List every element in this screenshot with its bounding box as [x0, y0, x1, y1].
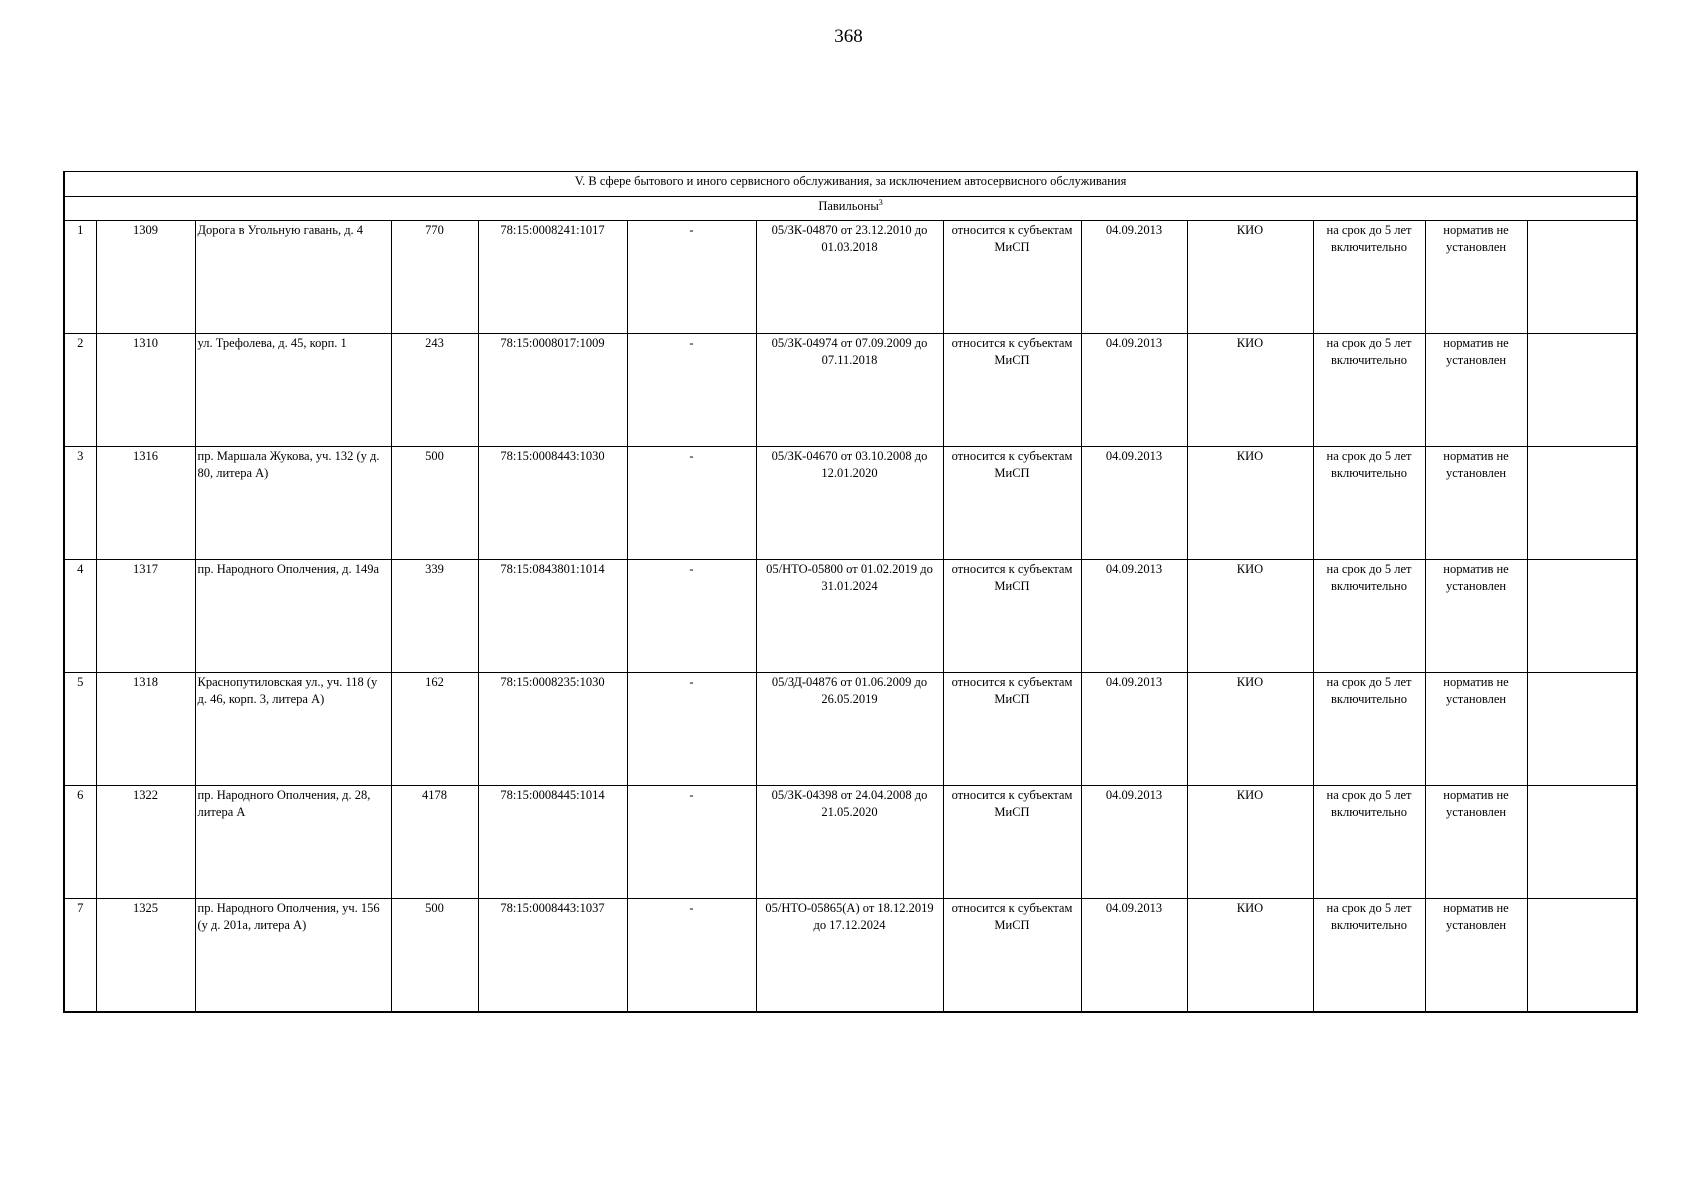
table-row — [64, 899, 1637, 1013]
date-cell: 04.09.2013 — [1081, 447, 1187, 560]
row-number-cell: 4 — [64, 560, 96, 673]
empty-cell — [1527, 447, 1637, 560]
dash-cell: - — [627, 560, 756, 673]
row-number-cell: 2 — [64, 334, 96, 447]
section-header-row — [64, 172, 1637, 197]
contract-cell: 05/ЗК-04398 от 24.04.2008 до 21.05.2020 — [756, 786, 943, 899]
address-cell: пр. Народного Ополчения, уч. 156 (у д. 201а, литера А) — [195, 899, 391, 1013]
cadastral-number-cell: 78:15:0008445:1014 — [478, 786, 627, 899]
area-cell: 339 — [391, 560, 478, 673]
empty-cell — [1527, 334, 1637, 447]
status-cell: относится к субъектам МиСП — [943, 899, 1081, 1013]
address-cell: Краснопутиловская ул., уч. 118 (у д. 46, корп. 3, литера А) — [195, 673, 391, 786]
cadastral-number-cell: 78:15:0008443:1030 — [478, 447, 627, 560]
area-cell: 4178 — [391, 786, 478, 899]
cadastral-number-cell: 78:15:0843801:1014 — [478, 560, 627, 673]
organization-cell: КИО — [1187, 673, 1313, 786]
page-number: 368 — [834, 26, 863, 47]
term-cell: на срок до 5 лет включительно — [1313, 447, 1425, 560]
empty-cell — [1527, 560, 1637, 673]
dash-cell: - — [627, 673, 756, 786]
norm-cell: норматив не установлен — [1425, 899, 1527, 1013]
status-cell: относится к субъектам МиСП — [943, 786, 1081, 899]
term-cell: на срок до 5 лет включительно — [1313, 221, 1425, 334]
table-row — [64, 673, 1637, 786]
subsection-label: Павильоны — [818, 199, 879, 213]
row-number-cell: 3 — [64, 447, 96, 560]
date-cell: 04.09.2013 — [1081, 786, 1187, 899]
norm-cell: норматив не установлен — [1425, 447, 1527, 560]
empty-cell — [1527, 786, 1637, 899]
address-cell: ул. Трефолева, д. 45, корп. 1 — [195, 334, 391, 447]
address-cell: пр. Народного Ополчения, д. 149а — [195, 560, 391, 673]
organization-cell: КИО — [1187, 447, 1313, 560]
dash-cell: - — [627, 786, 756, 899]
footnote-marker: 3 — [878, 197, 883, 207]
date-cell: 04.09.2013 — [1081, 673, 1187, 786]
norm-cell: норматив не установлен — [1425, 334, 1527, 447]
status-cell: относится к субъектам МиСП — [943, 447, 1081, 560]
subsection-title — [64, 197, 1637, 221]
norm-cell: норматив не установлен — [1425, 560, 1527, 673]
contract-cell: 05/ЗД-04876 от 01.06.2009 до 26.05.2019 — [756, 673, 943, 786]
row-number-cell: 1 — [64, 221, 96, 334]
status-cell: относится к субъектам МиСП — [943, 221, 1081, 334]
term-cell: на срок до 5 лет включительно — [1313, 334, 1425, 447]
term-cell: на срок до 5 лет включительно — [1313, 899, 1425, 1013]
table-row — [64, 560, 1637, 673]
organization-cell: КИО — [1187, 786, 1313, 899]
table-row — [64, 334, 1637, 447]
organization-cell: КИО — [1187, 221, 1313, 334]
object-id-cell: 1318 — [96, 673, 195, 786]
cadastral-number-cell: 78:15:0008235:1030 — [478, 673, 627, 786]
empty-cell — [1527, 899, 1637, 1013]
object-id-cell: 1309 — [96, 221, 195, 334]
area-cell: 770 — [391, 221, 478, 334]
object-id-cell: 1322 — [96, 786, 195, 899]
term-cell: на срок до 5 лет включительно — [1313, 786, 1425, 899]
empty-cell — [1527, 221, 1637, 334]
dash-cell: - — [627, 221, 756, 334]
table-row — [64, 221, 1637, 334]
area-cell: 162 — [391, 673, 478, 786]
contract-cell: 05/ЗК-04974 от 07.09.2009 до 07.11.2018 — [756, 334, 943, 447]
contract-cell: 05/НТО-05865(А) от 18.12.2019 до 17.12.2024 — [756, 899, 943, 1013]
area-cell: 243 — [391, 334, 478, 447]
cadastral-number-cell: 78:15:0008241:1017 — [478, 221, 627, 334]
status-cell: относится к субъектам МиСП — [943, 560, 1081, 673]
cadastral-number-cell: 78:15:0008017:1009 — [478, 334, 627, 447]
term-cell: на срок до 5 лет включительно — [1313, 673, 1425, 786]
organization-cell: КИО — [1187, 334, 1313, 447]
row-number-cell: 6 — [64, 786, 96, 899]
date-cell: 04.09.2013 — [1081, 899, 1187, 1013]
norm-cell: норматив не установлен — [1425, 786, 1527, 899]
date-cell: 04.09.2013 — [1081, 560, 1187, 673]
address-cell: пр. Маршала Жукова, уч. 132 (у д. 80, литера А) — [195, 447, 391, 560]
row-number-cell: 5 — [64, 673, 96, 786]
subsection-header-row — [64, 197, 1637, 221]
object-id-cell: 1317 — [96, 560, 195, 673]
status-cell: относится к субъектам МиСП — [943, 673, 1081, 786]
norm-cell: норматив не установлен — [1425, 221, 1527, 334]
object-id-cell: 1325 — [96, 899, 195, 1013]
term-cell: на срок до 5 лет включительно — [1313, 560, 1425, 673]
row-number-cell: 7 — [64, 899, 96, 1013]
cadastral-number-cell: 78:15:0008443:1037 — [478, 899, 627, 1013]
address-cell: Дорога в Угольную гавань, д. 4 — [195, 221, 391, 334]
registry-table — [63, 171, 1638, 1013]
organization-cell: КИО — [1187, 560, 1313, 673]
contract-cell: 05/НТО-05800 от 01.02.2019 до 31.01.2024 — [756, 560, 943, 673]
object-id-cell: 1316 — [96, 447, 195, 560]
table-row — [64, 786, 1637, 899]
address-cell: пр. Народного Ополчения, д. 28, литера А — [195, 786, 391, 899]
dash-cell: - — [627, 447, 756, 560]
status-cell: относится к субъектам МиСП — [943, 334, 1081, 447]
table-row — [64, 447, 1637, 560]
organization-cell: КИО — [1187, 899, 1313, 1013]
date-cell: 04.09.2013 — [1081, 334, 1187, 447]
contract-cell: 05/ЗК-04870 от 23.12.2010 до 01.03.2018 — [756, 221, 943, 334]
section-title: V. В сфере бытового и иного сервисного обслуживания, за исключением автосервисного обслуживания — [64, 172, 1637, 197]
object-id-cell: 1310 — [96, 334, 195, 447]
norm-cell: норматив не установлен — [1425, 673, 1527, 786]
dash-cell: - — [627, 334, 756, 447]
dash-cell: - — [627, 899, 756, 1013]
area-cell: 500 — [391, 899, 478, 1013]
area-cell: 500 — [391, 447, 478, 560]
date-cell: 04.09.2013 — [1081, 221, 1187, 334]
contract-cell: 05/ЗК-04670 от 03.10.2008 до 12.01.2020 — [756, 447, 943, 560]
empty-cell — [1527, 673, 1637, 786]
